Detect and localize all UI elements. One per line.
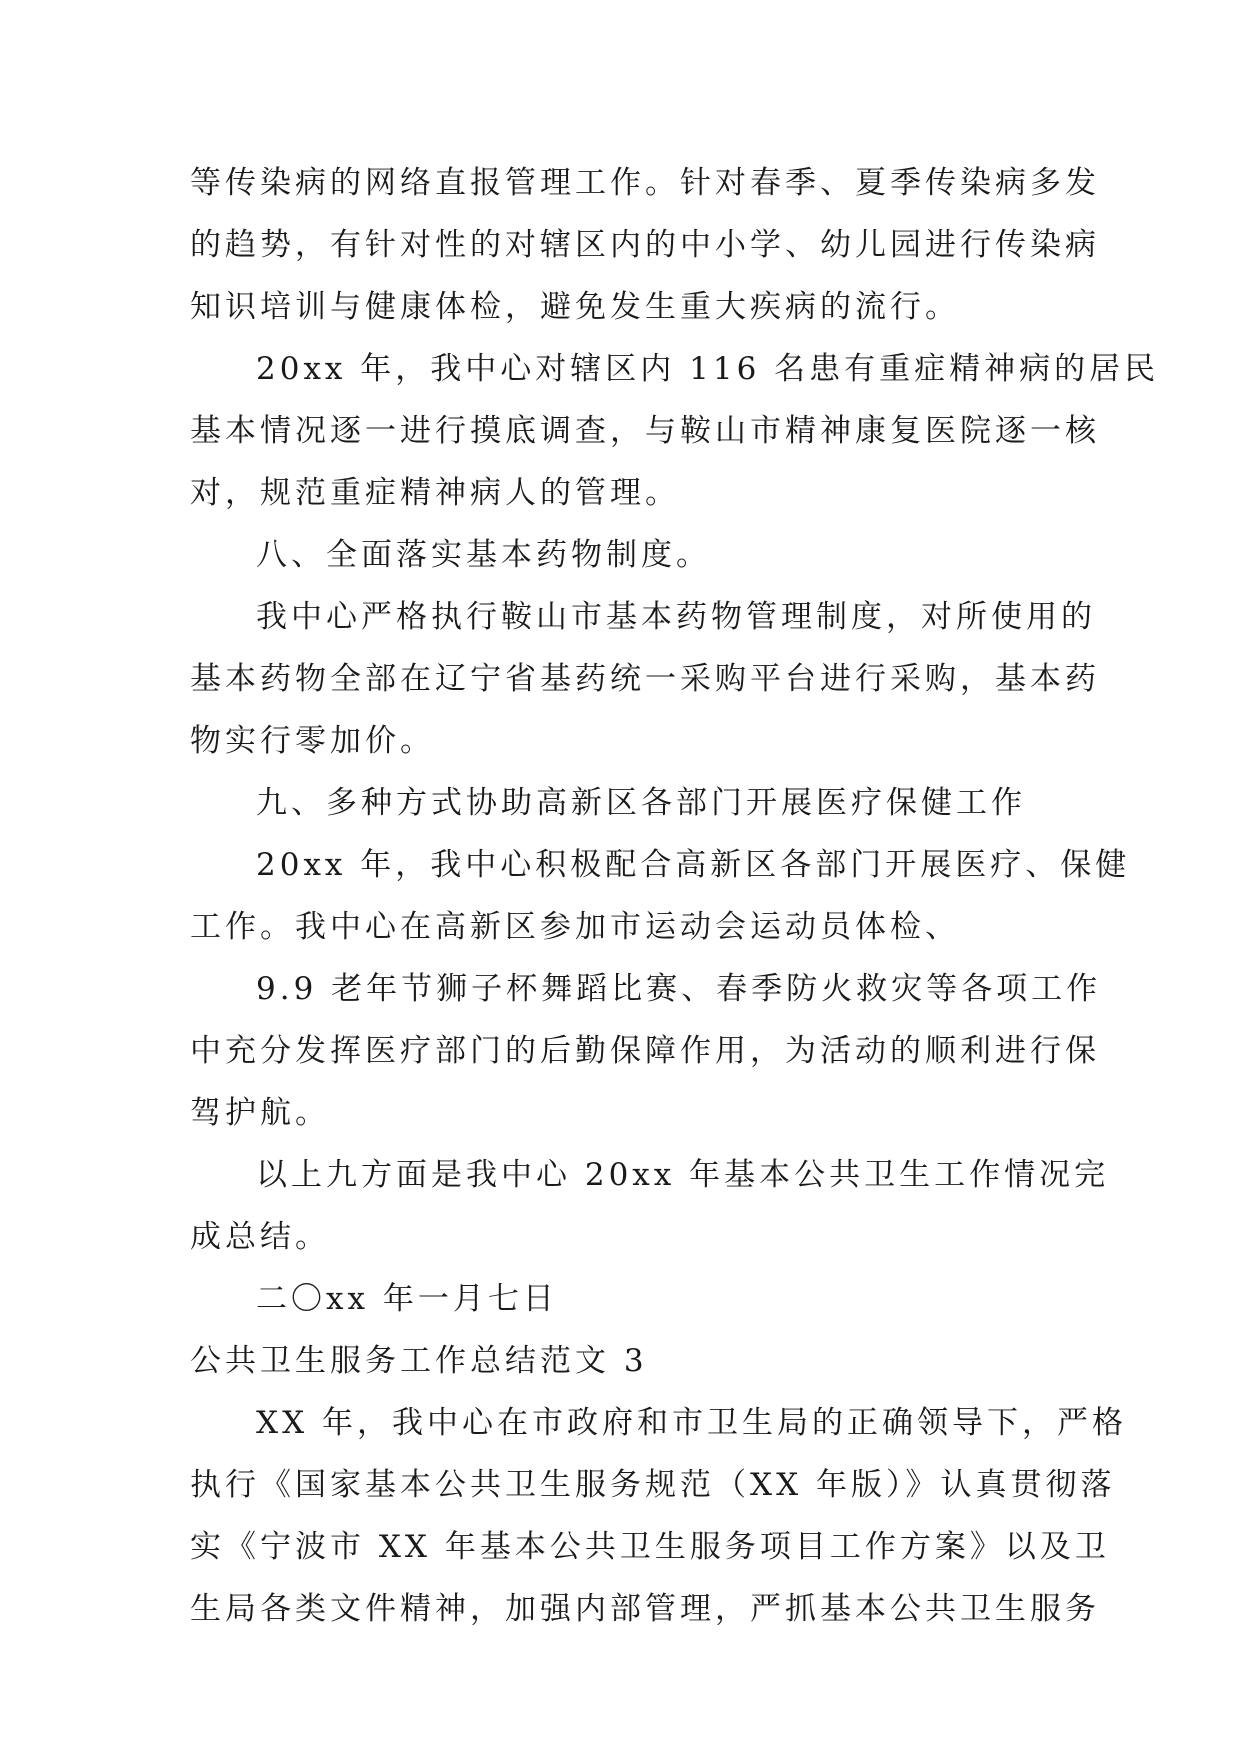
- text-line: 9.9 老年节狮子杯舞蹈比赛、春季防火救灾等各项工作: [256, 971, 1102, 1007]
- text-line: 20xx 年，我中心积极配合高新区各部门开展医疗、保健: [256, 847, 1131, 883]
- text-line: 中充分发挥医疗部门的后勤保障作用，为活动的顺利进行保: [190, 1033, 1100, 1069]
- text-line: 执行《国家基本公共卫生服务规范（XX 年版）》认真贯彻落: [190, 1467, 1116, 1503]
- text-line: 生局各类文件精神，加强内部管理，严抓基本公共卫生服务: [190, 1591, 1100, 1627]
- text-line: 以上九方面是我中心 20xx 年基本公共卫生工作情况完: [256, 1157, 1110, 1193]
- text-line: 我中心严格执行鞍山市基本药物管理制度，对所使用的: [256, 599, 1096, 635]
- section-heading: 九、多种方式协助高新区各部门开展医疗保健工作: [256, 785, 1026, 821]
- document-body: [190, 152, 1160, 1640]
- section-heading: 八、全面落实基本药物制度。: [256, 537, 711, 573]
- text-line: XX 年，我中心在市政府和市卫生局的正确领导下，严格: [256, 1405, 1127, 1441]
- date-line: 二〇xx 年一月七日: [256, 1281, 558, 1317]
- text-line: 物实行零加价。: [190, 723, 435, 759]
- document-section-title: 公共卫生服务工作总结范文 3: [190, 1343, 648, 1379]
- text-line: 的趋势，有针对性的对辖区内的中小学、幼儿园进行传染病: [190, 227, 1100, 263]
- text-line: 工作。我中心在高新区参加市运动会运动员体检、: [190, 909, 960, 945]
- text-line: 知识培训与健康体检，避免发生重大疾病的流行。: [190, 289, 960, 325]
- text-line: 实《宁波市 XX 年基本公共卫生服务项目工作方案》以及卫: [190, 1529, 1110, 1565]
- text-line: 成总结。: [190, 1219, 330, 1255]
- text-line: 驾护航。: [190, 1095, 330, 1131]
- text-line: 20xx 年，我中心对辖区内 116 名患有重症精神病的居民: [256, 351, 1160, 387]
- text-line: 基本药物全部在辽宁省基药统一采购平台进行采购，基本药: [190, 661, 1100, 697]
- text-line: 对，规范重症精神病人的管理。: [190, 475, 680, 511]
- text-line: 等传染病的网络直报管理工作。针对春季、夏季传染病多发: [190, 165, 1100, 201]
- text-line: 基本情况逐一进行摸底调查，与鞍山市精神康复医院逐一核: [190, 413, 1100, 449]
